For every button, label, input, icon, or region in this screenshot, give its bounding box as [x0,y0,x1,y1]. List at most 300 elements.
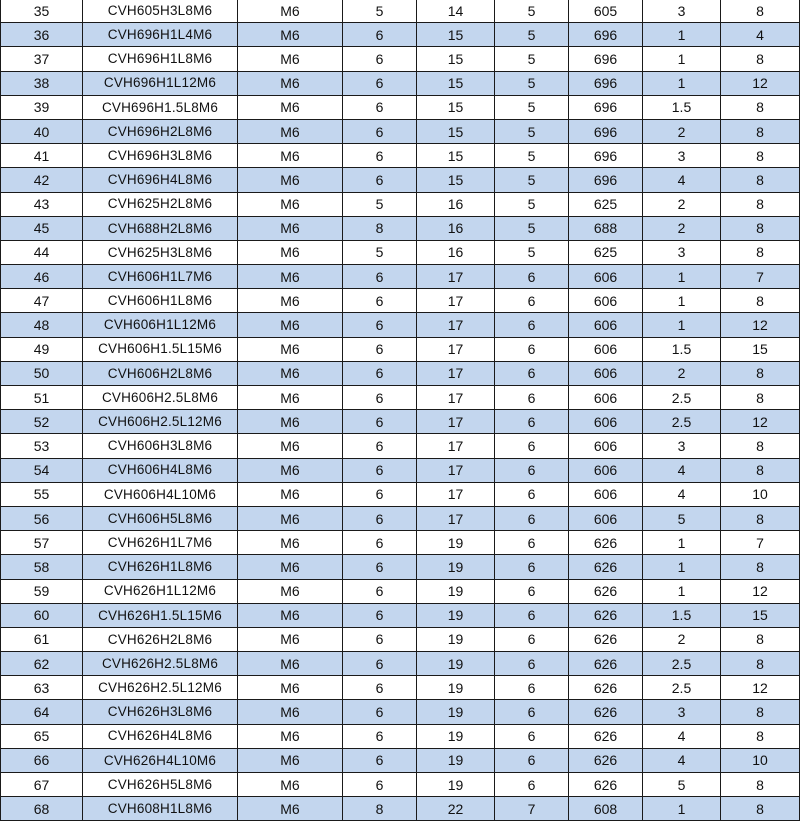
table-row [1,410,800,434]
cell-col-4: 6 [343,95,417,119]
cell-col-6: 6 [495,652,569,676]
cell-col-4: 6 [343,265,417,289]
cell-col-9: 4 [721,23,800,47]
cell-col-6: 6 [495,579,569,603]
cell-model-code: CVH606H3L8M6 [83,434,238,458]
cell-col-5: 19 [417,627,495,651]
cell-thread-size: M6 [238,216,343,240]
cell-col-6: 6 [495,386,569,410]
cell-col-4: 6 [343,506,417,530]
cell-col-4: 6 [343,482,417,506]
cell-col-8: 1.5 [643,337,721,361]
cell-col-8: 4 [643,724,721,748]
cell-row-number: 64 [1,700,83,724]
cell-row-number: 40 [1,119,83,143]
cell-col-8: 1 [643,23,721,47]
cell-row-number: 54 [1,458,83,482]
table-row [1,482,800,506]
cell-thread-size: M6 [238,652,343,676]
cell-col-5: 17 [417,265,495,289]
cell-col-5: 19 [417,555,495,579]
cell-col-7: 626 [569,652,643,676]
cell-col-9: 8 [721,700,800,724]
cell-col-6: 7 [495,797,569,821]
cell-thread-size: M6 [238,627,343,651]
cell-row-number: 65 [1,724,83,748]
cell-col-6: 6 [495,337,569,361]
cell-col-5: 16 [417,240,495,264]
cell-thread-size: M6 [238,47,343,71]
cell-col-9: 8 [721,95,800,119]
cell-thread-size: M6 [238,240,343,264]
cell-col-4: 6 [343,676,417,700]
cell-col-6: 5 [495,23,569,47]
cell-col-7: 626 [569,603,643,627]
cell-col-6: 6 [495,700,569,724]
cell-thread-size: M6 [238,265,343,289]
cell-col-7: 626 [569,555,643,579]
cell-row-number: 68 [1,797,83,821]
cell-col-6: 6 [495,482,569,506]
cell-row-number: 53 [1,434,83,458]
cell-col-8: 3 [643,240,721,264]
cell-col-8: 1 [643,797,721,821]
table-row [1,240,800,264]
cell-col-4: 6 [343,289,417,313]
table-row [1,144,800,168]
cell-model-code: CVH696H1.5L8M6 [83,95,238,119]
cell-col-7: 625 [569,240,643,264]
cell-col-8: 1 [643,555,721,579]
cell-row-number: 49 [1,337,83,361]
cell-col-6: 5 [495,119,569,143]
cell-col-4: 6 [343,71,417,95]
cell-model-code: CVH626H4L8M6 [83,724,238,748]
cell-col-5: 17 [417,313,495,337]
cell-model-code: CVH696H1L8M6 [83,47,238,71]
cell-row-number: 57 [1,531,83,555]
cell-model-code: CVH626H1L12M6 [83,579,238,603]
cell-col-4: 6 [343,603,417,627]
cell-col-4: 6 [343,700,417,724]
cell-col-4: 5 [343,192,417,216]
cell-row-number: 48 [1,313,83,337]
cell-thread-size: M6 [238,192,343,216]
cell-col-8: 1 [643,265,721,289]
cell-col-6: 6 [495,361,569,385]
table-row [1,119,800,143]
cell-col-6: 6 [495,603,569,627]
cell-model-code: CVH626H2.5L12M6 [83,676,238,700]
cell-col-5: 15 [417,119,495,143]
cell-col-4: 6 [343,144,417,168]
cell-col-5: 17 [417,506,495,530]
cell-col-6: 6 [495,627,569,651]
cell-col-6: 5 [495,144,569,168]
cell-row-number: 55 [1,482,83,506]
cell-col-8: 2.5 [643,410,721,434]
cell-col-7: 606 [569,265,643,289]
cell-col-6: 6 [495,458,569,482]
cell-col-5: 19 [417,700,495,724]
cell-col-9: 15 [721,337,800,361]
cell-row-number: 46 [1,265,83,289]
cell-col-6: 6 [495,434,569,458]
cell-thread-size: M6 [238,773,343,797]
cell-col-4: 6 [343,168,417,192]
cell-col-9: 8 [721,724,800,748]
cell-thread-size: M6 [238,119,343,143]
cell-col-5: 15 [417,144,495,168]
cell-model-code: CVH696H4L8M6 [83,168,238,192]
cell-thread-size: M6 [238,386,343,410]
cell-col-7: 688 [569,216,643,240]
cell-col-7: 606 [569,482,643,506]
table-row [1,676,800,700]
table-row [1,168,800,192]
cell-col-4: 6 [343,748,417,772]
table-row [1,434,800,458]
cell-col-5: 17 [417,458,495,482]
cell-model-code: CVH606H1L8M6 [83,289,238,313]
cell-col-9: 7 [721,531,800,555]
cell-col-8: 4 [643,168,721,192]
cell-col-9: 8 [721,361,800,385]
cell-row-number: 38 [1,71,83,95]
cell-col-7: 626 [569,748,643,772]
cell-thread-size: M6 [238,95,343,119]
cell-model-code: CVH606H1.5L15M6 [83,337,238,361]
table-row [1,652,800,676]
cell-col-8: 2 [643,627,721,651]
table-row [1,216,800,240]
cell-col-5: 17 [417,434,495,458]
cell-col-9: 7 [721,265,800,289]
table-row [1,0,800,23]
cell-model-code: CVH626H2L8M6 [83,627,238,651]
cell-col-9: 8 [721,434,800,458]
cell-col-7: 626 [569,531,643,555]
cell-col-9: 12 [721,676,800,700]
cell-col-4: 6 [343,531,417,555]
table-row [1,458,800,482]
cell-col-8: 1 [643,71,721,95]
cell-thread-size: M6 [238,410,343,434]
cell-model-code: CVH696H1L4M6 [83,23,238,47]
cell-thread-size: M6 [238,361,343,385]
cell-col-7: 626 [569,627,643,651]
cell-col-4: 5 [343,240,417,264]
cell-col-6: 6 [495,555,569,579]
cell-row-number: 59 [1,579,83,603]
cell-col-8: 1 [643,47,721,71]
cell-col-6: 6 [495,724,569,748]
cell-model-code: CVH696H2L8M6 [83,119,238,143]
cell-col-6: 5 [495,216,569,240]
cell-col-7: 606 [569,313,643,337]
cell-col-5: 17 [417,410,495,434]
cell-col-8: 1 [643,531,721,555]
cell-col-9: 8 [721,555,800,579]
cell-col-6: 6 [495,506,569,530]
cell-col-5: 17 [417,482,495,506]
cell-thread-size: M6 [238,289,343,313]
cell-col-5: 22 [417,797,495,821]
table-row [1,506,800,530]
cell-col-6: 6 [495,748,569,772]
cell-model-code: CVH606H1L12M6 [83,313,238,337]
cell-col-5: 19 [417,531,495,555]
cell-col-4: 6 [343,555,417,579]
cell-col-5: 19 [417,676,495,700]
table-row [1,47,800,71]
cell-row-number: 37 [1,47,83,71]
cell-col-4: 6 [343,337,417,361]
cell-col-4: 6 [343,434,417,458]
cell-col-4: 6 [343,773,417,797]
cell-row-number: 41 [1,144,83,168]
cell-col-7: 696 [569,144,643,168]
cell-thread-size: M6 [238,797,343,821]
cell-col-4: 5 [343,0,417,23]
cell-row-number: 58 [1,555,83,579]
cell-col-9: 10 [721,482,800,506]
cell-col-9: 15 [721,603,800,627]
cell-model-code: CVH605H3L8M6 [83,0,238,23]
cell-col-7: 606 [569,434,643,458]
cell-col-9: 8 [721,47,800,71]
cell-col-8: 4 [643,458,721,482]
table-row [1,23,800,47]
cell-col-4: 6 [343,386,417,410]
cell-col-8: 3 [643,144,721,168]
cell-thread-size: M6 [238,531,343,555]
cell-col-5: 16 [417,192,495,216]
cell-col-9: 8 [721,386,800,410]
cell-col-5: 15 [417,168,495,192]
cell-col-9: 8 [721,652,800,676]
cell-col-8: 3 [643,0,721,23]
cell-model-code: CVH626H3L8M6 [83,700,238,724]
cell-row-number: 62 [1,652,83,676]
cell-model-code: CVH625H2L8M6 [83,192,238,216]
table-row [1,700,800,724]
cell-col-7: 606 [569,506,643,530]
cell-col-9: 8 [721,627,800,651]
table-row [1,386,800,410]
cell-col-4: 6 [343,313,417,337]
cell-model-code: CVH626H1L8M6 [83,555,238,579]
cell-col-7: 626 [569,579,643,603]
cell-row-number: 52 [1,410,83,434]
cell-col-4: 8 [343,797,417,821]
cell-thread-size: M6 [238,579,343,603]
cell-col-4: 6 [343,627,417,651]
cell-thread-size: M6 [238,313,343,337]
cell-row-number: 36 [1,23,83,47]
cell-col-7: 626 [569,676,643,700]
cell-model-code: CVH626H4L10M6 [83,748,238,772]
cell-col-7: 606 [569,458,643,482]
cell-col-7: 608 [569,797,643,821]
cell-col-9: 8 [721,216,800,240]
cell-row-number: 66 [1,748,83,772]
cell-col-8: 2 [643,119,721,143]
cell-col-8: 1 [643,579,721,603]
table-row [1,797,800,821]
cell-col-6: 6 [495,531,569,555]
cell-model-code: CVH606H2.5L12M6 [83,410,238,434]
cell-col-6: 5 [495,47,569,71]
cell-row-number: 44 [1,240,83,264]
cell-row-number: 45 [1,216,83,240]
cell-col-7: 626 [569,700,643,724]
cell-model-code: CVH625H3L8M6 [83,240,238,264]
cell-thread-size: M6 [238,700,343,724]
cell-col-5: 14 [417,0,495,23]
cell-model-code: CVH606H4L8M6 [83,458,238,482]
cell-model-code: CVH626H5L8M6 [83,773,238,797]
table-row [1,555,800,579]
table-row [1,192,800,216]
cell-model-code: CVH606H4L10M6 [83,482,238,506]
cell-thread-size: M6 [238,724,343,748]
cell-col-8: 5 [643,773,721,797]
cell-col-5: 19 [417,603,495,627]
cell-row-number: 47 [1,289,83,313]
cell-model-code: CVH606H2.5L8M6 [83,386,238,410]
cell-col-6: 5 [495,240,569,264]
cell-col-9: 8 [721,144,800,168]
cell-model-code: CVH626H1L7M6 [83,531,238,555]
cell-col-4: 6 [343,361,417,385]
cell-col-6: 5 [495,71,569,95]
cell-thread-size: M6 [238,168,343,192]
cell-col-7: 696 [569,23,643,47]
cell-col-5: 19 [417,724,495,748]
cell-col-8: 2 [643,192,721,216]
cell-col-6: 5 [495,168,569,192]
table-row [1,603,800,627]
cell-col-8: 4 [643,482,721,506]
cell-col-8: 2.5 [643,676,721,700]
table-row [1,265,800,289]
cell-col-5: 19 [417,748,495,772]
cell-col-9: 8 [721,797,800,821]
cell-row-number: 60 [1,603,83,627]
cell-col-9: 12 [721,410,800,434]
cell-model-code: CVH606H1L7M6 [83,265,238,289]
cell-model-code: CVH688H2L8M6 [83,216,238,240]
cell-col-8: 1 [643,289,721,313]
cell-col-9: 8 [721,289,800,313]
cell-col-9: 8 [721,168,800,192]
cell-col-7: 696 [569,71,643,95]
cell-col-7: 625 [569,192,643,216]
cell-col-6: 6 [495,410,569,434]
cell-thread-size: M6 [238,458,343,482]
cell-col-6: 6 [495,773,569,797]
cell-thread-size: M6 [238,71,343,95]
cell-col-9: 12 [721,313,800,337]
cell-col-6: 6 [495,265,569,289]
cell-row-number: 63 [1,676,83,700]
cell-col-5: 16 [417,216,495,240]
cell-row-number: 61 [1,627,83,651]
cell-col-5: 15 [417,95,495,119]
cell-row-number: 56 [1,506,83,530]
cell-col-6: 6 [495,289,569,313]
cell-col-6: 6 [495,676,569,700]
cell-row-number: 35 [1,0,83,23]
cell-col-7: 696 [569,47,643,71]
table-row [1,313,800,337]
cell-thread-size: M6 [238,748,343,772]
cell-col-7: 606 [569,361,643,385]
cell-col-4: 6 [343,579,417,603]
cell-col-5: 17 [417,386,495,410]
cell-col-8: 2.5 [643,652,721,676]
table-row [1,627,800,651]
cell-col-8: 3 [643,700,721,724]
cell-col-4: 6 [343,410,417,434]
cell-thread-size: M6 [238,337,343,361]
table-row [1,724,800,748]
cell-col-4: 6 [343,119,417,143]
cell-thread-size: M6 [238,555,343,579]
table-row [1,95,800,119]
cell-row-number: 50 [1,361,83,385]
cell-col-7: 606 [569,289,643,313]
cell-col-9: 8 [721,506,800,530]
cell-col-9: 8 [721,0,800,23]
cell-col-6: 6 [495,313,569,337]
cell-col-4: 8 [343,216,417,240]
table-row [1,531,800,555]
cell-col-8: 2.5 [643,386,721,410]
cell-model-code: CVH626H2.5L8M6 [83,652,238,676]
cell-col-7: 606 [569,410,643,434]
cell-thread-size: M6 [238,434,343,458]
cell-thread-size: M6 [238,506,343,530]
cell-col-5: 17 [417,361,495,385]
cell-col-7: 626 [569,773,643,797]
table-body [1,0,800,821]
table-row [1,773,800,797]
cell-col-7: 606 [569,337,643,361]
cell-col-4: 6 [343,652,417,676]
table-row [1,748,800,772]
cell-thread-size: M6 [238,676,343,700]
cell-col-5: 17 [417,289,495,313]
cell-col-5: 19 [417,652,495,676]
cell-col-5: 19 [417,773,495,797]
table-row [1,361,800,385]
cell-col-6: 5 [495,192,569,216]
cell-col-8: 2 [643,361,721,385]
cell-row-number: 39 [1,95,83,119]
table-row [1,337,800,361]
cell-thread-size: M6 [238,144,343,168]
cell-col-5: 17 [417,337,495,361]
cell-col-6: 5 [495,0,569,23]
cell-col-5: 15 [417,71,495,95]
cell-col-8: 5 [643,506,721,530]
cell-row-number: 43 [1,192,83,216]
cell-thread-size: M6 [238,0,343,23]
cell-col-7: 605 [569,0,643,23]
cell-col-7: 696 [569,95,643,119]
